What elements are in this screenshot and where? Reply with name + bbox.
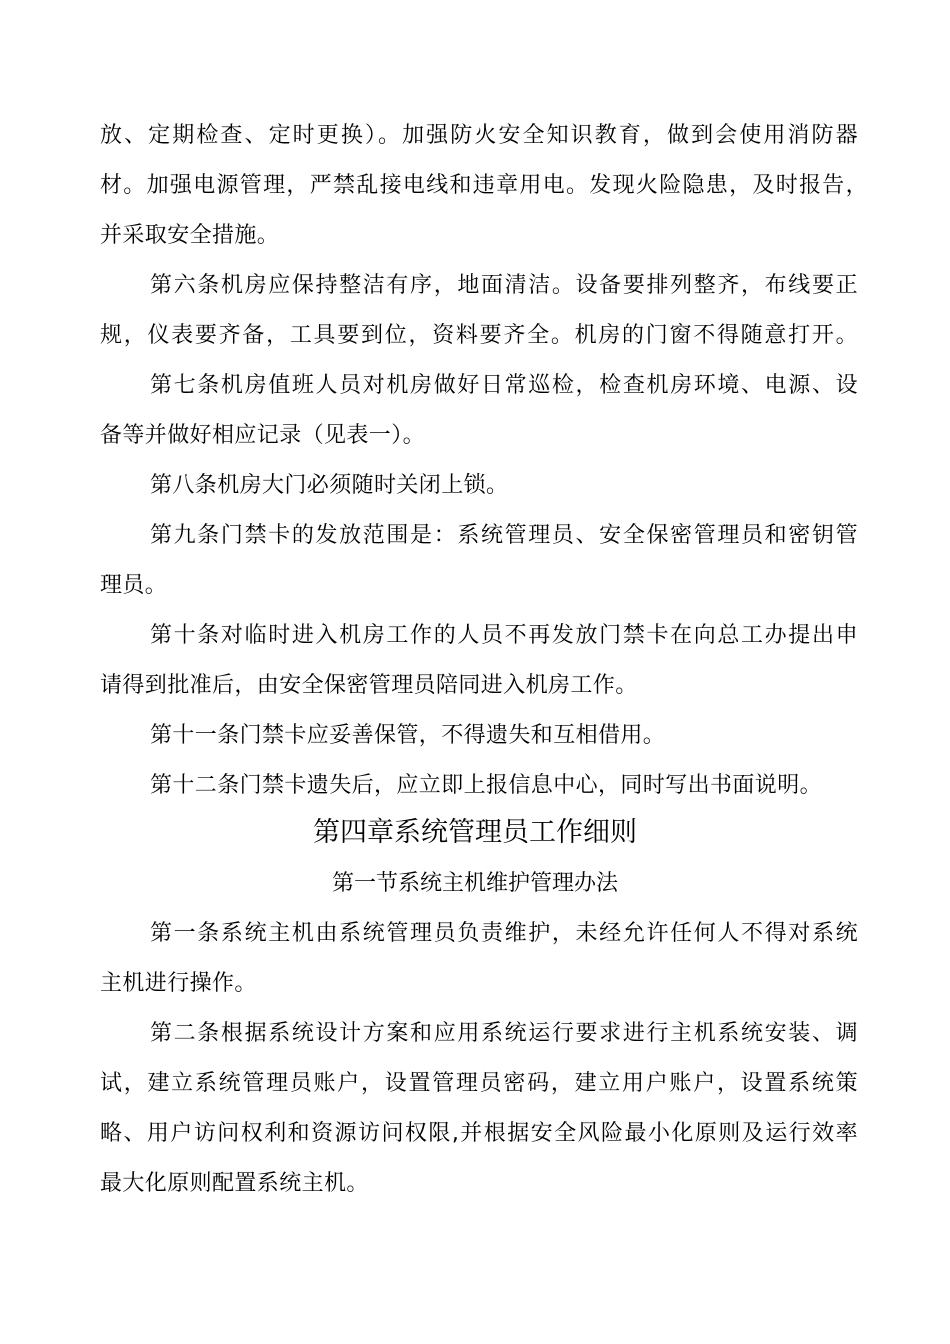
body-line: 略、用户访问权利和资源访问权限,并根据安全风险最小化原则及运行效率 (100, 1121, 858, 1146)
article-9-line: 第九条门禁卡的发放范围是：系统管理员、安全保密管理员和密钥管 (150, 523, 858, 548)
body-line: 材。加强电源管理，严禁乱接电线和违章用电。发现火险隐患，及时报告， (100, 173, 868, 198)
body-line: 最大化原则配置系统主机。 (100, 1171, 369, 1196)
body-line: 备等并做好相应记录（见表一）。 (100, 423, 426, 448)
article-11-line: 第十一条门禁卡应妥善保管，不得遗失和互相借用。 (150, 723, 666, 748)
body-line: 放、定期检查、定时更换）。加强防火安全知识教育，做到会使用消防器 (100, 123, 858, 148)
body-line: 试，建立系统管理员账户，设置管理员密码，建立用户账户，设置系统策 (100, 1071, 858, 1096)
article-6-line: 第六条机房应保持整洁有序，地面清洁。设备要排列整齐，布线要正 (150, 273, 858, 298)
article-8-line: 第八条机房大门必须随时关闭上锁。 (150, 473, 509, 498)
article-10-line: 第十条对临时进入机房工作的人员不再发放门禁卡在向总工办提出申 (150, 623, 858, 648)
body-line: 并采取安全措施。 (100, 223, 280, 248)
chapter-title: 第四章系统管理员工作细则 (313, 817, 637, 848)
article-12-line: 第十二条门禁卡遗失后，应立即上报信息中心，同时写出书面说明。 (150, 773, 823, 798)
body-line: 规，仪表要齐备，工具要到位，资料要齐全。机房的门窗不得随意打开。 (100, 323, 858, 348)
article-7-line: 第七条机房值班人员对机房做好日常巡检，检查机房环境、电源、设 (150, 373, 858, 398)
section-article-1-line: 第一条系统主机由系统管理员负责维护，未经允许任何人不得对系统 (150, 921, 858, 946)
section-title: 第一节系统主机维护管理办法 (331, 871, 618, 896)
body-line: 主机进行操作。 (100, 971, 257, 996)
section-article-2-line: 第二条根据系统设计方案和应用系统运行要求进行主机系统安装、调 (150, 1021, 858, 1046)
body-line: 理员。 (100, 573, 168, 598)
body-line: 请得到批准后，由安全保密管理员陪同进入机房工作。 (100, 673, 638, 698)
